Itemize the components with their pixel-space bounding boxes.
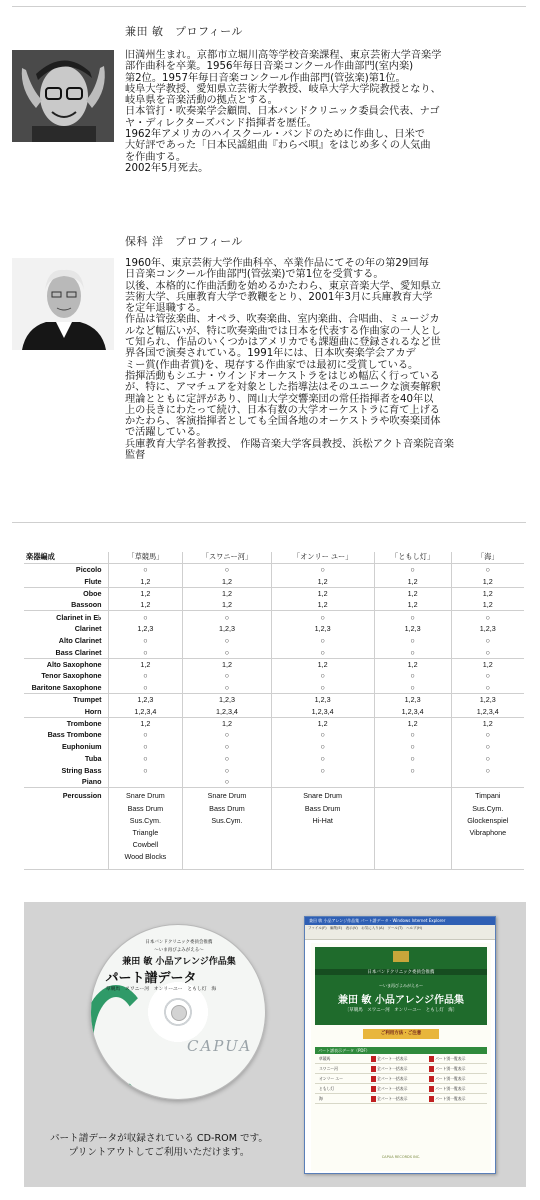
table-cell: 1,2 [451,576,524,588]
table-cell: ○ [108,753,183,765]
link-label: パート別一覧表示 [435,1096,466,1101]
table-cell: ○ [374,682,451,694]
percussion-item: Bass Drum [127,803,164,813]
banner-line: 〔草競馬 スワニー河 オンリーユー ともし灯 海〕 [344,1008,458,1013]
page-banner [315,947,487,1025]
table-cell: ○ [183,729,271,741]
bio-line: 上の長きにわたって続け、日本有数の大学オーケストラに育て上げる [125,404,440,416]
table-cell: 1,2 [374,658,451,670]
bio-line: 兵庫教育大学名誉教授、 作陽音楽大学客員教授、浜松アクト音楽院音楽 [125,438,454,450]
table-row [24,694,524,706]
table-row [24,623,524,635]
column-header: 「オンリー ユー」 [271,552,374,564]
table-cell: ○ [451,635,524,647]
table-cell: 1,2,3,4 [108,705,183,717]
table-cell: ○ [451,741,524,753]
portrait-photo-kaneda [12,50,114,142]
table-row [24,788,524,870]
bio-line: て知られ、作品のいくつかはアメリカでも課題曲に登録されるなど世 [125,337,441,349]
table-cell: 1,2,3 [108,623,183,635]
browser-screenshot [304,916,496,1174]
table-cell: ○ [271,764,374,776]
pdf-icon [371,1056,376,1062]
percussion-item: Glockenspiel [467,815,509,825]
parts-pdf-link[interactable] [429,1064,465,1074]
instrument-name: Tuba [84,753,102,763]
bio-line: が、特に、アマチュアを対象とした指導法はそのユニークな演奏解釈 [125,382,441,394]
song-title: オンリー ユー [319,1076,343,1081]
bio-line: 界各国で演奏されている。1991年には、日本吹奏楽学会アカデ [125,348,416,360]
table-cell: 1,2 [451,587,524,599]
banner-line: 日本バンドクリニック委員会推薦 [315,969,487,975]
table-cell: ○ [374,764,451,776]
link-label: パート別一覧表示 [435,1066,466,1071]
pdf-icon [371,1086,376,1092]
caption-line: プリントアウトしてご利用いただけます。 [68,1147,250,1158]
table-cell: ○ [374,729,451,741]
parts-row [315,1054,487,1064]
table-cell: 1,2 [108,658,183,670]
table-row [24,587,524,599]
table-cell: ○ [271,682,374,694]
table-row [24,635,524,647]
table-cell: 1,2 [374,576,451,588]
percussion-item: Sus.Cym. [211,815,243,825]
table-cell: 1,2,3 [183,623,271,635]
parts-row [315,1074,487,1084]
percussion-cell [374,788,451,870]
pdf-icon [429,1086,434,1092]
instrument-name: Alto Saxophone [24,658,108,670]
table-cell: ○ [374,564,451,576]
parts-list [315,1047,487,1104]
table-row [24,670,524,682]
table-cell [374,776,451,788]
table-cell: 1,2,3,4 [374,705,451,717]
table-cell: ○ [451,753,524,765]
table-cell: ○ [451,729,524,741]
table-row [24,741,524,753]
cd-subtitle: パート譜データ [105,971,197,986]
usage-notes-button[interactable]: ご利用方法・ご注意 [363,1029,439,1039]
table-cell: ○ [183,611,271,623]
bio-line: 大好評であった「日本民謡組曲『わらべ唄』をはじめ多くの人気曲 [125,140,431,152]
gold-emblem-icon [393,951,409,962]
bio-line: を作曲する。 [125,151,187,163]
bio-line: ルなど幅広いが、特に吹奏楽曲では日本を代表する作曲家の一人とし [125,325,441,337]
table-cell: ○ [451,764,524,776]
score-pdf-link[interactable] [371,1094,407,1104]
pdf-icon [371,1096,376,1102]
percussion-item: Snare Drum [207,791,247,801]
table-cell: 1,2 [271,587,374,599]
bio-line: 2002年5月死去。 [125,162,209,174]
table-cell: 1,2 [451,717,524,729]
bio-line: を定年退職する。 [125,303,207,315]
pdf-icon [371,1066,376,1072]
table-cell: 1,2 [183,658,271,670]
percussion-item: Triangle [132,828,159,838]
parts-row [315,1064,487,1074]
table-cell: ○ [271,635,374,647]
table-cell: 1,2 [183,717,271,729]
table-cell: 1,2 [271,599,374,611]
bio-line: 芸術大学、兵庫教育大学で教鞭をとり、2001年3月に兵庫教育大学 [125,291,433,303]
table-cell: ○ [108,670,183,682]
caption-line: パート譜データが収録されている CD-ROM です。 [49,1133,269,1144]
bio-line: 第2位。1957年毎日音楽コンクール作曲部門(管弦楽)第1位。 [125,72,406,84]
table-cell: 1,2,3 [374,694,451,706]
cd-rom-image-panel [24,902,526,1187]
table-cell: 1,2 [374,587,451,599]
table-cell: ○ [108,564,183,576]
link-label: パート別一覧表示 [435,1056,466,1061]
table-cell: ○ [108,611,183,623]
link-label: 全パート一括表示 [377,1086,408,1091]
table-cell: 1,2,3,4 [183,705,271,717]
bio-line: かたわら、客演指揮者としても全国各地のオーケストラや吹奏楽団体 [125,416,441,428]
score-pdf-link[interactable] [371,1064,407,1074]
table-cell: ○ [271,564,374,576]
percussion-item: Timpani [475,791,501,801]
instrument-name: Trumpet [24,694,108,706]
table-cell: 1,2 [108,599,183,611]
browser-toolbar [305,931,495,940]
table-cell: 1,2,3,4 [451,705,524,717]
table-row [24,576,524,588]
profile-bio [125,50,530,174]
percussion-item: Cowbell [132,840,159,850]
percussion-item: Sus.Cym. [129,815,161,825]
table-cell: 1,2,3 [451,623,524,635]
cd-label-line: 〜いま再びよみがえる〜 [154,948,204,953]
bio-line: 指揮活動もシエナ・ウインドオーケストラをはじめ幅広く行っている [125,370,440,382]
table-cell: ○ [271,753,374,765]
table-cell: ○ [271,611,374,623]
song-title: ともし灯 [319,1086,335,1091]
table-cell: 1,2 [374,599,451,611]
table-cell: 1,2 [451,658,524,670]
instrument-name: Clarinet [74,624,102,634]
table-row [24,717,524,729]
table-cell: 1,2,3 [271,623,374,635]
table-cell: ○ [374,611,451,623]
table-row [24,776,524,788]
link-label: 全パート一括表示 [377,1056,408,1061]
table-cell [451,776,524,788]
instrument-name: Tenor Saxophone [41,671,102,681]
table-row [24,682,524,694]
instrument-name: Bass Clarinet [55,647,102,657]
table-cell: ○ [374,635,451,647]
instrument-name: Horn [84,706,102,716]
table-cell: ○ [271,729,374,741]
parts-pdf-link[interactable] [429,1094,465,1104]
song-title: スワニー河 [319,1066,338,1071]
pdf-icon [429,1076,434,1082]
table-cell: 1,2 [108,717,183,729]
cd-track-list: 草競馬 スワニー河 オンリーユー ともし灯 海 [105,987,217,992]
table-cell: ○ [183,646,271,658]
table-cell: 1,2 [374,717,451,729]
instrument-name: Bassoon [71,600,102,610]
instrument-name: Piano [81,777,102,787]
instrument-name: String Bass [61,765,102,775]
table-cell: ○ [108,682,183,694]
column-header: 「スワニー河」 [183,552,271,564]
table-cell: ○ [451,611,524,623]
link-label: 全パート一括表示 [377,1066,408,1071]
pdf-icon [371,1076,376,1082]
percussion-item: Bass Drum [304,803,341,813]
percussion-cell [451,788,524,870]
table-cell: ○ [374,646,451,658]
instrument-name: Piccolo [75,565,102,575]
song-title: 草競馬 [319,1056,331,1061]
table-header-label: 楽器編成 [24,552,108,564]
table-cell: 1,2,3 [183,694,271,706]
bio-line: 1962年アメリカのハイスクール・バンドのために作曲し、日米で [125,129,425,141]
portrait-photo-hoshina [12,258,114,350]
percussion-item: Bass Drum [209,803,245,813]
bio-line: ヤ・ディレクターズバンド指揮者を歴任。 [125,117,317,129]
bio-line: 岐阜県を音楽活動の拠点とする。 [125,95,278,107]
table-cell: 1,2,3 [108,694,183,706]
table-cell: 1,2 [271,576,374,588]
instrument-name: Percussion [24,788,108,870]
table-row [24,564,524,576]
link-label: パート別一覧表示 [435,1076,466,1081]
percussion-cell [108,788,183,870]
table-cell: ○ [451,682,524,694]
table-cell: 1,2,3 [451,694,524,706]
table-cell: ○ [271,670,374,682]
table-cell: ○ [183,741,271,753]
table-header-row [24,552,524,564]
table-cell: ○ [108,635,183,647]
banner-title: 兼田 敏 小品アレンジ作品集 [337,995,465,1006]
column-header: 「ともし灯」 [374,552,451,564]
parts-row [315,1084,487,1094]
bio-line: 岐阜大学教授、愛知県立芸術大学教授、岐阜大学大学院教授となり、 [125,83,441,95]
table-cell: 1,2 [108,587,183,599]
table-cell [271,776,374,788]
parts-pdf-link[interactable] [429,1084,465,1094]
table-cell: ○ [108,741,183,753]
percussion-cell [271,788,374,870]
percussion-cell [183,788,271,870]
bio-line: 日本管打・吹奏楽学会顧問、日本バンドクリニック委員会代表、ナゴ [125,106,440,118]
profile-name: 保科 洋 プロフィール [125,235,243,248]
bio-line: 日音楽コンクール作曲部門(管弦楽)で第1位を受賞する。 [125,269,384,281]
table-cell: ○ [183,776,271,788]
profile-bio [125,258,530,461]
table-row [24,658,524,670]
percussion-item: Hi-Hat [312,815,333,825]
bio-line: 旧満州生まれ。京都市立堀川高等学校音楽課程、東京芸術大学音楽学 [125,50,442,61]
table-cell: 1,2,3,4 [271,705,374,717]
column-header: 「海」 [451,552,524,564]
instrument-name: Baritone Saxophone [31,682,102,692]
pdf-icon [429,1096,434,1102]
browser-menubar: ファイル(F) 編集(E) 表示(V) お気に入り(A) ツール(T) ヘルプ(H) [305,925,495,931]
parts-pdf-link[interactable] [429,1074,465,1084]
table-cell: ○ [374,753,451,765]
pdf-icon [429,1056,434,1062]
table-cell: 1,2,3 [374,623,451,635]
instrumentation-grid [24,552,524,870]
score-pdf-link[interactable] [371,1084,407,1094]
section-divider [12,522,526,523]
table-cell: ○ [183,753,271,765]
table-cell: 1,2 [108,576,183,588]
table-row [24,646,524,658]
browser-titlebar: 兼田 敏 小品アレンジ作品集 パート譜データ - Windows Internet Explorer [305,917,495,925]
parts-list-header: パート譜表示データ（PDF） [315,1047,487,1054]
cd-center-hole [171,1005,187,1021]
percussion-item: Snare Drum [126,791,165,801]
table-cell: 1,2 [183,587,271,599]
table-cell: ○ [451,564,524,576]
table-cell: ○ [271,741,374,753]
profile-name: 兼田 敏 プロフィール [125,25,243,38]
instrument-name: Trombone [24,717,108,729]
percussion-item: Sus.Cym. [472,803,504,813]
table-cell [108,776,183,788]
instrument-name: Euphonium [61,742,102,752]
table-cell: 1,2,3 [271,694,374,706]
song-title: 海 [319,1096,323,1101]
bio-line: 理論とともに定評があり、岡山大学交響楽団の常任指揮者を40年以 [125,393,434,405]
score-pdf-link[interactable] [371,1054,407,1064]
parts-row [315,1094,487,1104]
table-row [24,705,524,717]
table-cell: ○ [451,670,524,682]
table-cell: 1,2 [271,717,374,729]
parts-pdf-link[interactable] [429,1054,465,1064]
banner-line: 〜いま再びよみがえる〜 [379,983,423,988]
table-cell: 1,2 [271,658,374,670]
page-footer: CAPUA RECORDS INC. [381,1155,421,1159]
table-row [24,729,524,741]
link-label: 全パート一括表示 [377,1096,408,1101]
cd-caption [24,1132,294,1160]
instrument-name: Flute [84,576,102,586]
instrument-name: Alto Clarinet [58,635,102,645]
table-cell: ○ [108,646,183,658]
table-row [24,753,524,765]
cd-rom-disc [90,924,266,1100]
pdf-icon [429,1066,434,1072]
top-divider [12,6,526,7]
column-header: 「草競馬」 [108,552,183,564]
percussion-item: Snare Drum [303,791,343,801]
table-row [24,764,524,776]
table-cell: ○ [108,729,183,741]
table-cell: ○ [108,764,183,776]
table-cell: ○ [183,682,271,694]
table-row [24,611,524,623]
bio-line: 部作曲科を卒業。1956年毎日音楽コンクール作曲部門(室内楽) [125,61,414,73]
percussion-item: Vibraphone [469,828,507,838]
table-cell: ○ [183,670,271,682]
table-cell: ○ [374,670,451,682]
score-pdf-link[interactable] [371,1074,407,1084]
browser-page [311,943,491,1171]
cd-label-line: 日本バンドクリニック委員会推薦 [145,940,213,945]
instrument-name: Clarinet in E♭ [24,611,108,623]
capua-logo: CAPUA [187,1037,253,1055]
instrument-name: Bass Trombone [47,730,102,740]
table-cell: ○ [374,741,451,753]
bio-line: 以後、本格的に作曲活動を始めるかたわら、東京音楽大学、愛知県立 [125,280,441,292]
percussion-item: Wood Blocks [124,852,167,862]
table-cell: ○ [451,646,524,658]
link-label: パート別一覧表示 [435,1086,466,1091]
bio-line: 監督 [125,450,146,462]
table-cell: ○ [271,646,374,658]
table-cell: ○ [183,564,271,576]
table-row [24,599,524,611]
table-cell: ○ [183,635,271,647]
table-cell: 1,2 [451,599,524,611]
cd-green-arc [90,985,151,1100]
bio-line: ミー賞(作曲者賞)を、現存する作曲家では最初に受賞している。 [125,359,419,371]
table-cell: 1,2 [183,599,271,611]
instrumentation-table [24,552,524,870]
instrument-name: Oboe [24,587,108,599]
bio-line: 作品は管弦楽曲、オペラ、吹奏楽曲、室内楽曲、合唱曲、ミュージカ [125,314,440,326]
bio-line: 1960年、東京芸術大学作曲科卒、卒業作品にてその年の第29回毎 [125,258,429,269]
table-cell: ○ [183,764,271,776]
cd-title: 兼田 敏 小品アレンジ作品集 [122,957,236,967]
bio-line: で活躍している。 [125,427,207,439]
link-label: 全パート一括表示 [377,1076,408,1081]
table-cell: 1,2 [183,576,271,588]
